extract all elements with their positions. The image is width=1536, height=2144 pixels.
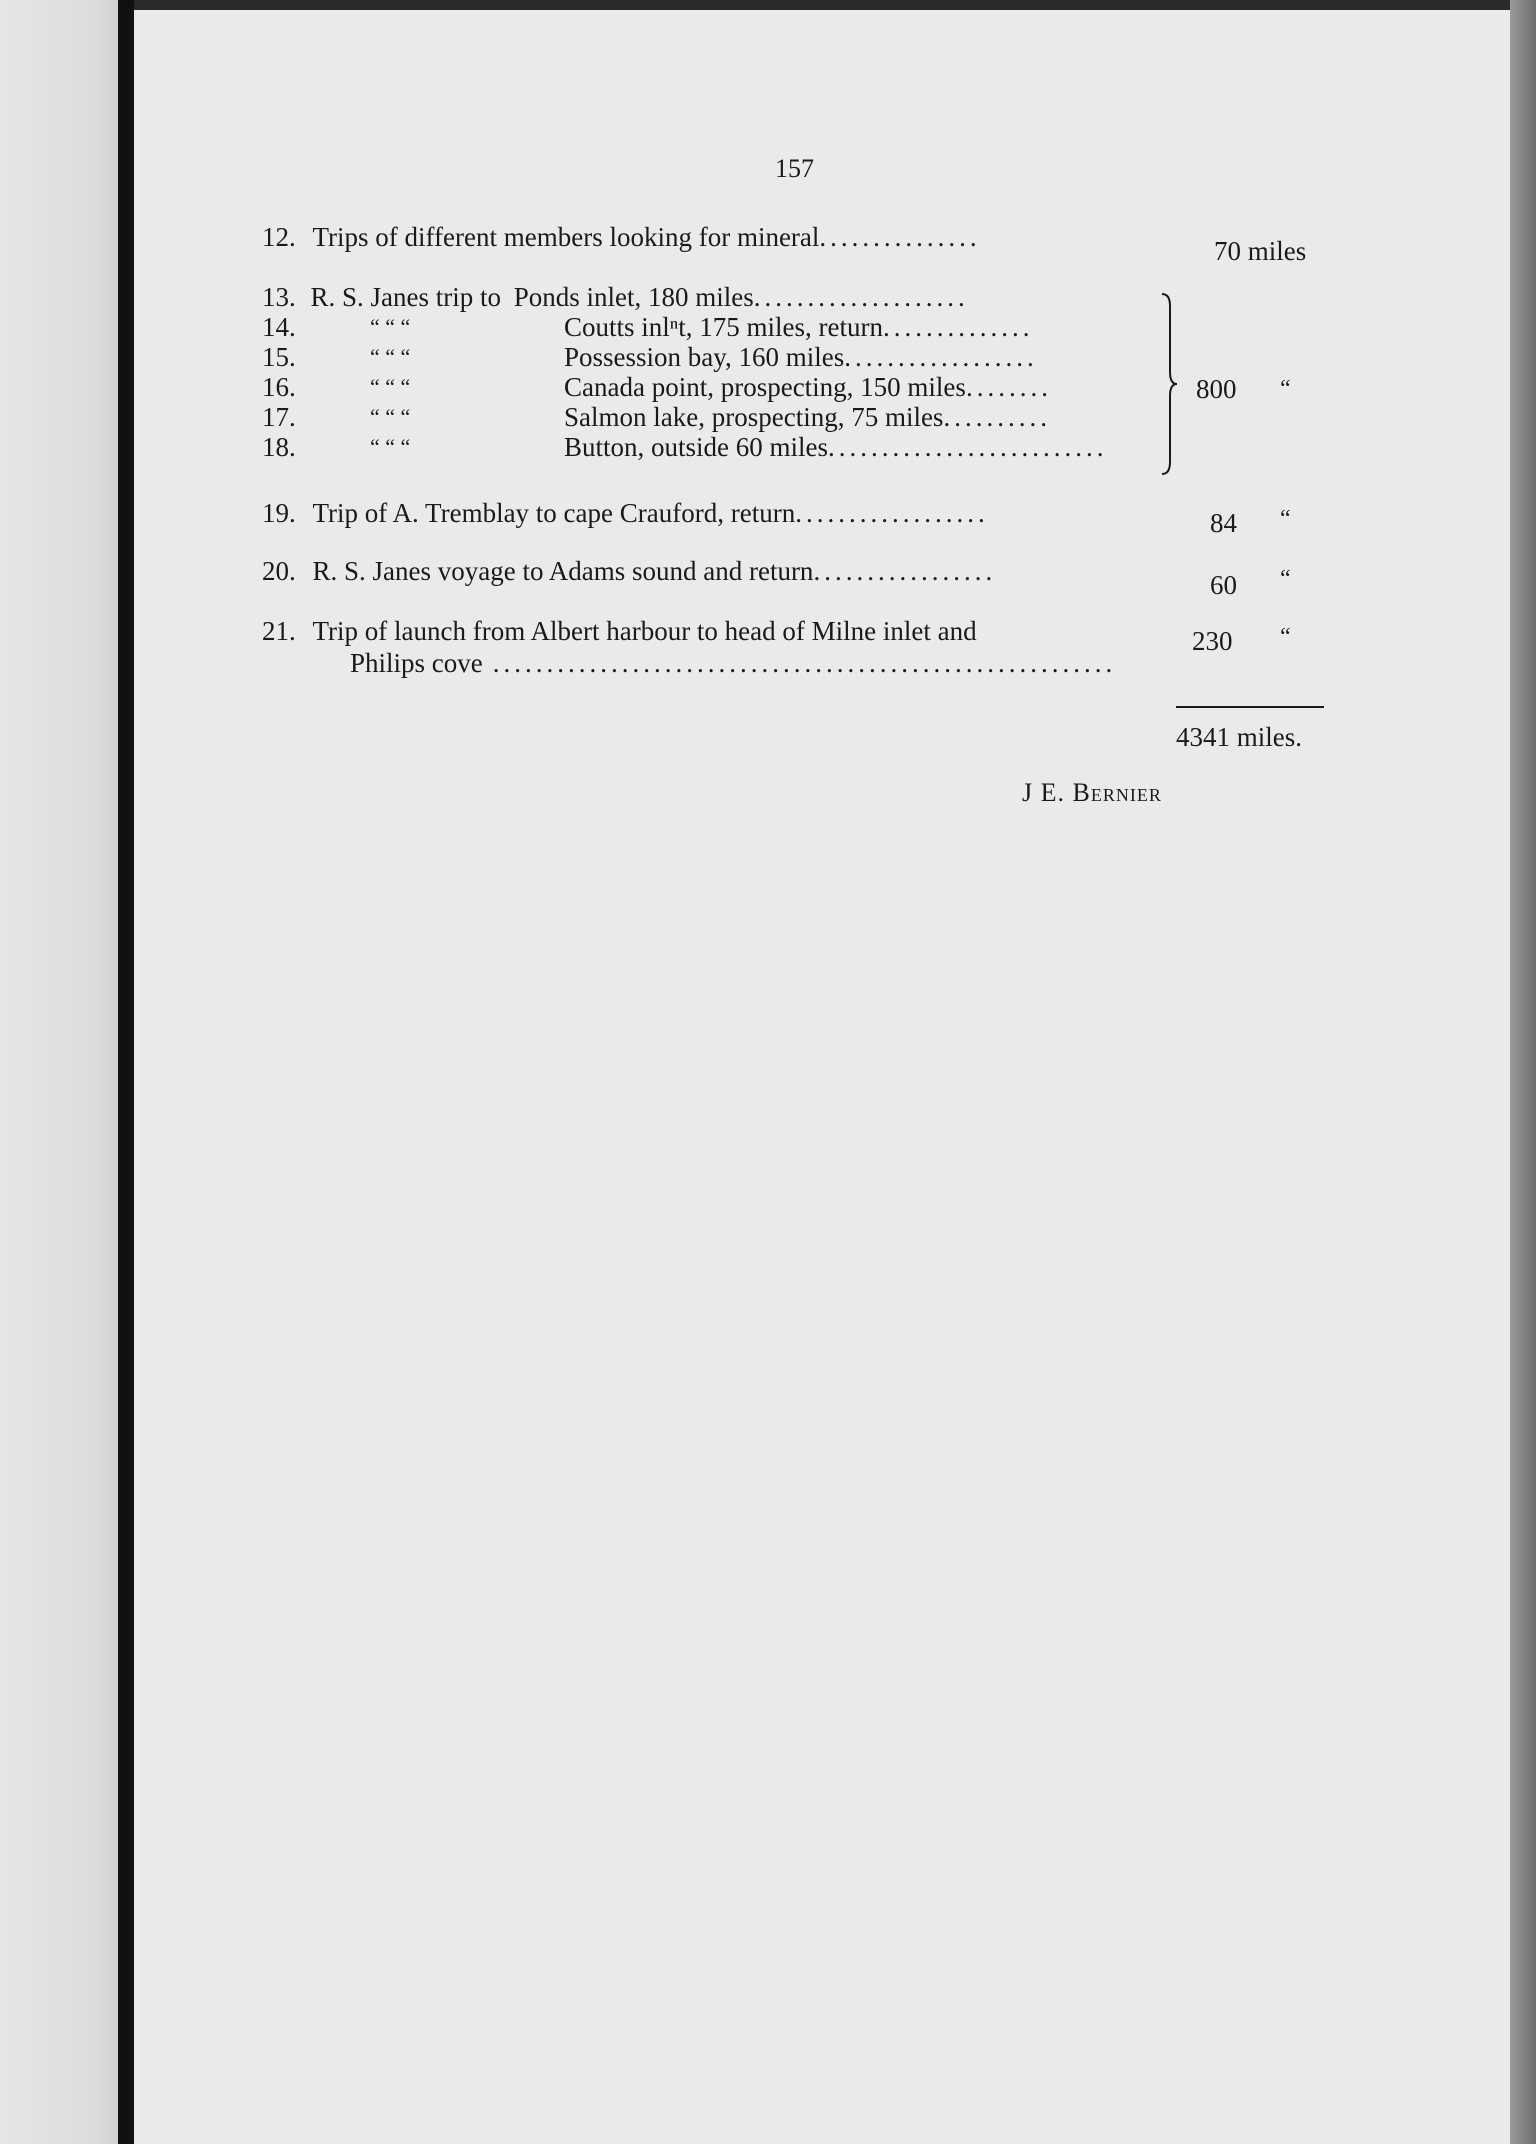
item-text: Ponds inlet, 180 miles xyxy=(513,282,754,312)
ditto-marks: “ “ “ xyxy=(370,434,411,459)
ditto-mark: “ xyxy=(1280,506,1291,532)
item-number: 20. xyxy=(262,556,296,586)
leader-dots: .......................... xyxy=(828,432,1108,462)
item-21-amount: 230 xyxy=(1192,626,1233,656)
item-text-line-1: Trip of launch from Albert harbour to head of Milne inlet and xyxy=(312,616,977,646)
item-12-amount: 70 miles xyxy=(1214,236,1307,266)
item-19-amount: 84 xyxy=(1210,508,1237,538)
leader-dots: ................. xyxy=(813,556,997,586)
total-rule xyxy=(1176,706,1324,708)
list-item-21 xyxy=(262,616,977,646)
item-number: 16. xyxy=(262,372,296,402)
page-right-edge xyxy=(1510,0,1536,2144)
group-amount: 800 xyxy=(1196,374,1237,404)
list-item-12 xyxy=(262,222,981,252)
right-brace xyxy=(1160,292,1178,476)
item-number: 12. xyxy=(262,222,296,252)
ditto-mark: “ xyxy=(1280,376,1291,402)
leader-dots: .............. xyxy=(883,312,1034,342)
item-number: 19. xyxy=(262,498,296,528)
item-text: Possession bay, 160 miles xyxy=(564,342,845,372)
book-gutter xyxy=(118,0,134,2144)
list-item-19 xyxy=(262,498,989,528)
list-item-20 xyxy=(262,556,996,586)
ditto-marks: “ “ “ xyxy=(370,404,411,429)
item-text: Button, outside 60 miles xyxy=(564,432,829,462)
leader-dots: .................... xyxy=(753,282,969,312)
signature: J E. Bernier xyxy=(1022,778,1162,807)
item-text-wrap xyxy=(564,432,1108,462)
item-text-wrap xyxy=(564,372,1052,402)
ditto-marks: “ “ “ xyxy=(370,344,411,369)
item-text: Canada point, prospecting, 150 miles xyxy=(564,372,966,402)
item-number: 14. xyxy=(262,312,296,342)
item-number: 18. xyxy=(262,432,296,462)
leader-dots: .................. xyxy=(844,342,1038,372)
leader-dots: .......... xyxy=(943,402,1051,432)
item-text-line-2: Philips cove xyxy=(350,648,483,678)
item-number: 13. xyxy=(262,282,296,312)
item-text: Salmon lake, prospecting, 75 miles xyxy=(564,402,944,432)
item-number: 17. xyxy=(262,402,296,432)
list-item-13 xyxy=(262,282,969,312)
ditto-marks: “ “ “ xyxy=(370,374,411,399)
item-20-amount: 60 xyxy=(1210,570,1237,600)
leader-dots: ............... xyxy=(819,222,981,252)
leader-dots: .......................................................... xyxy=(492,648,1117,678)
item-number: 15. xyxy=(262,342,296,372)
ditto-mark: “ xyxy=(1280,566,1291,592)
ditto-marks: “ “ “ xyxy=(370,314,411,339)
leader-dots: ........ xyxy=(965,372,1052,402)
total-miles: 4341 miles. xyxy=(1176,722,1302,752)
page-number: 157 xyxy=(775,154,814,183)
item-text-wrap xyxy=(564,402,1051,432)
left-page-edge xyxy=(0,0,120,2144)
item-text: Trips of different members looking for mineral xyxy=(312,222,820,252)
item-text: R. S. Janes voyage to Adams sound and return xyxy=(312,556,814,586)
item-text-wrap xyxy=(564,312,1034,342)
item-prefix: R. S. Janes trip to xyxy=(310,282,502,312)
ditto-mark: “ xyxy=(1280,624,1291,650)
leader-dots: .................. xyxy=(795,498,989,528)
item-number: 21. xyxy=(262,616,296,646)
item-text: Trip of A. Tremblay to cape Crauford, return xyxy=(312,498,796,528)
item-text-wrap xyxy=(564,342,1038,372)
item-text: Coutts inlⁿt, 175 miles, return xyxy=(564,312,883,342)
list-item-21-continued xyxy=(350,648,1116,678)
